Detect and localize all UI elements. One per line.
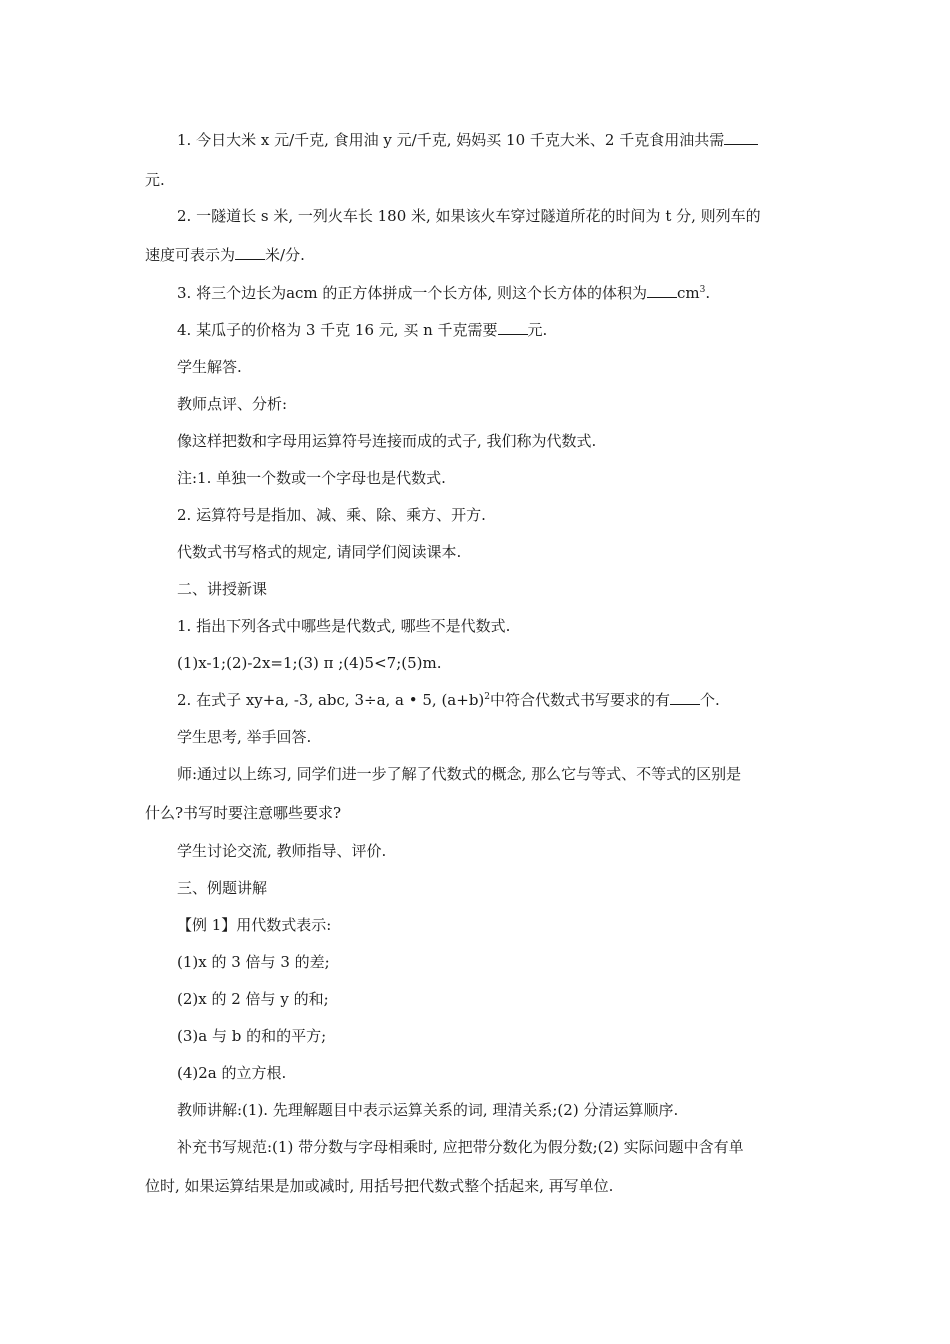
question-4-line [177, 320, 547, 340]
paragraph: (2)x 的 2 倍与 y 的和; [177, 990, 329, 1008]
question-3-unit: cm [676, 284, 700, 302]
paragraph: 1. 指出下列各式中哪些是代数式, 哪些不是代数式. [177, 617, 511, 635]
paragraph: 2. 运算符号是指加、减、乘、除、乘方、开方. [177, 506, 486, 524]
answer-blank [498, 320, 528, 335]
paragraph: 教师点评、分析: [177, 395, 288, 413]
question-2-text: 2. 一隧道长 s 米, 一列火车长 180 米, 如果该火车穿过隧道所花的时间为 t 分, 则列车的 [177, 207, 761, 225]
question-3-text: 3. 将三个边长为acm 的正方体拼成一个长方体, 则这个长方体的体积为 [177, 284, 647, 302]
paragraph: 2. 在式子 xy+a, -3, abc, 3÷a, a • 5, $(a+b)^2$中符合代数式书写要求的有 个. [177, 691, 720, 709]
section-heading: 二、讲授新课 [177, 580, 268, 598]
question-4-unit: 元. [527, 321, 548, 339]
paragraph: 注:1. 单独一个数或一个字母也是代数式. [177, 469, 446, 487]
question-1-cont-text: 元. [145, 171, 165, 189]
paragraph: 师:通过以上练习, 同学们进一步了解了代数式的概念, 那么它与等式、不等式的区别是 [177, 765, 742, 783]
paragraph: 学生讨论交流, 教师指导、评价. [177, 842, 387, 860]
answer-blank [235, 245, 265, 260]
question-2-unit: 米/分. [265, 246, 305, 264]
paragraph: 【例 1】用代数式表示: [177, 916, 332, 934]
question-2-cont [145, 245, 305, 265]
paragraph: 补充书写规范:(1) 带分数与字母相乘时, 应把带分数化为假分数;(2) 实际问题中含有单 [177, 1138, 744, 1156]
question-3-end: . [705, 284, 711, 302]
question-2-line [177, 206, 761, 226]
paragraph: 代数式书写格式的规定, 请同学们阅读课本. [177, 543, 462, 561]
question-3-unit-exponent: 3 [699, 285, 706, 295]
answer-blank [724, 130, 758, 145]
paragraph: 学生思考, 举手回答. [177, 728, 312, 746]
exponent: 2 [484, 692, 491, 702]
section-heading: 三、例题讲解 [177, 879, 268, 897]
question-1-cont [145, 170, 165, 190]
paragraph: (4)2a 的立方根. [177, 1064, 287, 1082]
question-1-text: 1. 今日大米 x 元/千克, 食用油 y 元/千克, 妈妈买 10 千克大米、2 千克食用油共需 [177, 131, 725, 149]
question-3-line [177, 283, 710, 303]
paragraph: 像这样把数和字母用运算符号连接而成的式子, 我们称为代数式. [177, 432, 597, 450]
paragraph: 教师讲解:(1). 先理解题目中表示运算关系的词, 理清关系;(2) 分清运算顺序. [177, 1101, 679, 1119]
question-2-cont-text: 速度可表示为 [145, 246, 236, 264]
paragraph: (1)x 的 3 倍与 3 的差; [177, 953, 330, 971]
answer-blank [647, 283, 677, 298]
paragraph: 什么?书写时要注意哪些要求? [145, 804, 342, 822]
paragraph: (1)x-1;(2)-2x=1;(3) π ;(4)5<7;(5)m. [177, 654, 442, 672]
answer-blank [670, 690, 700, 705]
paragraph: (3)a 与 b 的和的平方; [177, 1027, 327, 1045]
question-4-text: 4. 某瓜子的价格为 3 千克 16 元, 买 n 千克需要 [177, 321, 498, 339]
paragraph: 位时, 如果运算结果是加或减时, 用括号把代数式整个括起来, 再写单位. [145, 1177, 614, 1195]
paragraph: 学生解答. [177, 358, 242, 376]
question-1-line [177, 130, 758, 150]
